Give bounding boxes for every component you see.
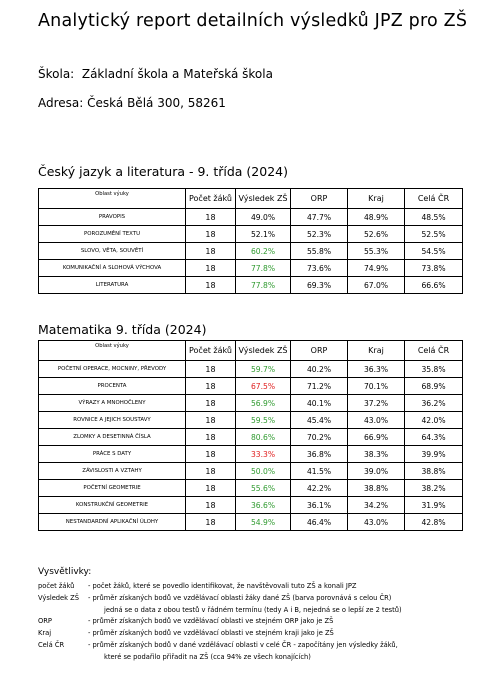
cz-cell: 39.9% (405, 446, 463, 463)
region-cell: 39.0% (348, 463, 405, 480)
col-orp: ORP (291, 341, 348, 361)
pupils-cell: 18 (186, 412, 236, 429)
col-cz: Celá ČR (405, 341, 463, 361)
pupils-cell: 18 (186, 429, 236, 446)
cz-cell: 35.8% (405, 361, 463, 378)
school-line (38, 67, 273, 81)
legend-term: počet žáků (38, 582, 75, 590)
legend-title: Vysvětlivky: (38, 567, 92, 577)
orp-cell: 41.5% (291, 463, 348, 480)
school-value: Základní škola a Mateřská škola (81, 67, 273, 81)
result-cell: 55.6% (236, 480, 291, 497)
area-cell: VÝRAZY A MNOHOČLENY (39, 395, 186, 412)
table-row (39, 497, 463, 514)
table-header-row (39, 189, 463, 209)
table-header-row (39, 341, 463, 361)
orp-cell: 36.1% (291, 497, 348, 514)
orp-cell: 40.1% (291, 395, 348, 412)
area-cell: NESTANDARDNÍ APLIKAČNÍ ÚLOHY (39, 514, 186, 531)
region-cell: 43.0% (348, 412, 405, 429)
result-cell: 50.0% (236, 463, 291, 480)
table-row (39, 361, 463, 378)
result-cell: 67.5% (236, 378, 291, 395)
cz-cell: 36.2% (405, 395, 463, 412)
orp-cell: 45.4% (291, 412, 348, 429)
pupils-cell: 18 (186, 277, 236, 294)
orp-cell: 46.4% (291, 514, 348, 531)
legend-term: Celá ČR (38, 640, 65, 649)
area-cell: POČETNÍ GEOMETRIE (39, 480, 186, 497)
region-cell: 66.9% (348, 429, 405, 446)
col-pupils: Počet žáků (186, 189, 236, 209)
table-row (39, 429, 463, 446)
area-cell: ZÁVISLOSTI A VZTAHY (39, 463, 186, 480)
region-cell: 34.2% (348, 497, 405, 514)
table-row (39, 378, 463, 395)
legend-term: ORP (38, 617, 52, 626)
area-cell: PROCENTA (39, 378, 186, 395)
result-cell: 52.1% (236, 226, 291, 243)
orp-cell: 55.8% (291, 243, 348, 260)
school-label: Škola: (38, 67, 75, 81)
area-cell: KONSTRUKČNÍ GEOMETRIE (39, 497, 186, 514)
cz-cell: 66.6% (405, 277, 463, 294)
czech-table-body (39, 209, 463, 294)
math-section-title: Matematika 9. třída (2024) (38, 322, 207, 337)
pupils-cell: 18 (186, 446, 236, 463)
col-result: Výsledek ZŠ (236, 341, 291, 361)
pupils-cell: 18 (186, 226, 236, 243)
pupils-cell: 18 (186, 243, 236, 260)
legend-desc: - průměr získaných bodů ve vzdělávací oblasti ve stejném kraji jako je ZŠ (88, 629, 334, 638)
orp-cell: 40.2% (291, 361, 348, 378)
czech-results-table (38, 188, 463, 294)
region-cell: 43.0% (348, 514, 405, 531)
legend-desc: - průměr získaných bodů ve vzdělávací oblasti žáky dané ZŠ (barva porovnává s celou ČR) (88, 593, 392, 602)
table-row (39, 277, 463, 294)
region-cell: 38.3% (348, 446, 405, 463)
table-row (39, 463, 463, 480)
area-cell: POROZUMĚNÍ TEXTU (39, 226, 186, 243)
legend-desc: jedná se o data z obou testů v řádném termínu (tedy A i B, nejedná se o lepší ze 2 testů) (104, 605, 402, 614)
pupils-cell: 18 (186, 209, 236, 226)
region-cell: 74.9% (348, 260, 405, 277)
orp-cell: 52.3% (291, 226, 348, 243)
cz-cell: 38.2% (405, 480, 463, 497)
area-cell: SLOVO, VĚTA, SOUVĚTÍ (39, 243, 186, 260)
orp-cell: 73.6% (291, 260, 348, 277)
math-table-body (39, 361, 463, 531)
result-cell: 59.7% (236, 361, 291, 378)
result-cell: 80.6% (236, 429, 291, 446)
legend-desc: - průměr získaných bodů ve vzdělávací oblasti ve stejném ORP jako je ZŠ (88, 617, 334, 626)
czech-section-title: Český jazyk a literatura - 9. třída (2024) (38, 164, 288, 179)
region-cell: 55.3% (348, 243, 405, 260)
result-cell: 77.8% (236, 260, 291, 277)
area-cell: LITERATURA (39, 277, 186, 294)
area-cell: KOMUNIKAČNÍ A SLOHOVÁ VÝCHOVA (39, 260, 186, 277)
cz-cell: 52.5% (405, 226, 463, 243)
cz-cell: 42.8% (405, 514, 463, 531)
result-cell: 49.0% (236, 209, 291, 226)
math-results-table (38, 340, 463, 531)
orp-cell: 36.8% (291, 446, 348, 463)
area-cell: ZLOMKY A DESETINNÁ ČÍSLA (39, 429, 186, 446)
table-row (39, 395, 463, 412)
result-cell: 54.9% (236, 514, 291, 531)
result-cell: 36.6% (236, 497, 291, 514)
table-row (39, 446, 463, 463)
table-row (39, 226, 463, 243)
col-result: Výsledek ZŠ (236, 189, 291, 209)
pupils-cell: 18 (186, 497, 236, 514)
table-row (39, 412, 463, 429)
region-cell: 67.0% (348, 277, 405, 294)
legend-desc: - počet žáků, které se povedlo identifikovat, že navštěvovali tuto ZŠ a konali JPZ (88, 582, 357, 590)
table-row (39, 514, 463, 531)
region-cell: 37.2% (348, 395, 405, 412)
col-cz: Celá ČR (405, 189, 463, 209)
orp-cell: 71.2% (291, 378, 348, 395)
region-cell: 52.6% (348, 226, 405, 243)
cz-cell: 42.0% (405, 412, 463, 429)
pupils-cell: 18 (186, 463, 236, 480)
region-cell: 36.3% (348, 361, 405, 378)
address-line (38, 96, 226, 110)
cz-cell: 31.9% (405, 497, 463, 514)
col-region: Kraj (348, 189, 405, 209)
table-row (39, 209, 463, 226)
orp-cell: 69.3% (291, 277, 348, 294)
region-cell: 70.1% (348, 378, 405, 395)
cz-cell: 48.5% (405, 209, 463, 226)
pupils-cell: 18 (186, 260, 236, 277)
region-cell: 48.9% (348, 209, 405, 226)
col-orp: ORP (291, 189, 348, 209)
pupils-cell: 18 (186, 514, 236, 531)
pupils-cell: 18 (186, 361, 236, 378)
cz-cell: 38.8% (405, 463, 463, 480)
address-value: Česká Bělá 300, 58261 (87, 96, 226, 110)
result-cell: 33.3% (236, 446, 291, 463)
area-cell: ROVNICE A JEJICH SOUSTAVY (39, 412, 186, 429)
legend-term: Kraj (38, 629, 52, 638)
legend-desc: - průměr získaných bodů v dané vzdělávací oblasti v celé ČR - započítány jen výsledky žáků, (88, 640, 398, 649)
legend-term: Výsledek ZŠ (38, 593, 79, 602)
col-region: Kraj (348, 341, 405, 361)
result-cell: 56.9% (236, 395, 291, 412)
area-cell: POČETNÍ OPERACE, MOCNINY, PŘEVODY (39, 361, 186, 378)
result-cell: 77.8% (236, 277, 291, 294)
pupils-cell: 18 (186, 378, 236, 395)
region-cell: 38.8% (348, 480, 405, 497)
area-cell: PRAVOPIS (39, 209, 186, 226)
address-label: Adresa: (38, 96, 84, 110)
col-area: Oblast výuky (39, 189, 186, 209)
orp-cell: 42.2% (291, 480, 348, 497)
cz-cell: 68.9% (405, 378, 463, 395)
report-title: Analytický report detailních výsledků JPZ pro ZŠ (38, 11, 468, 31)
cz-cell: 64.3% (405, 429, 463, 446)
pupils-cell: 18 (186, 480, 236, 497)
orp-cell: 70.2% (291, 429, 348, 446)
col-area: Oblast výuky (39, 341, 186, 361)
cz-cell: 54.5% (405, 243, 463, 260)
legend-desc: které se podařilo přiřadit na ZŠ (cca 94% ze všech konajících) (104, 652, 311, 661)
result-cell: 59.5% (236, 412, 291, 429)
table-row (39, 480, 463, 497)
col-pupils: Počet žáků (186, 341, 236, 361)
table-row (39, 260, 463, 277)
orp-cell: 47.7% (291, 209, 348, 226)
table-row (39, 243, 463, 260)
pupils-cell: 18 (186, 395, 236, 412)
result-cell: 60.2% (236, 243, 291, 260)
area-cell: PRÁCE S DATY (39, 446, 186, 463)
cz-cell: 73.8% (405, 260, 463, 277)
